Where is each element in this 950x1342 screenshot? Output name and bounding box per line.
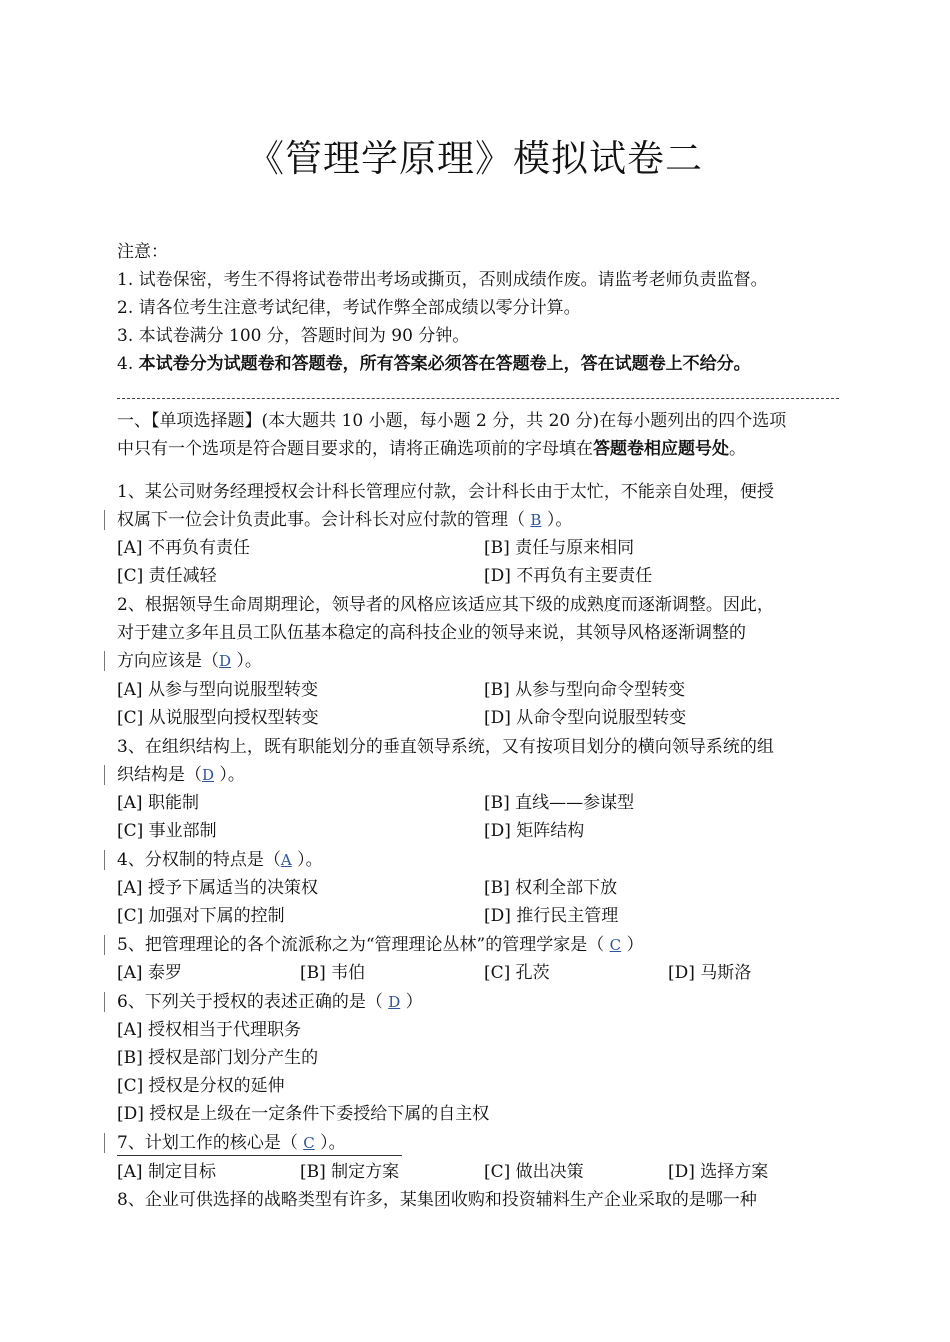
option: [A] 职能制	[117, 793, 199, 813]
option: [B] 权利全部下放	[484, 878, 618, 898]
question-stem	[117, 1129, 346, 1157]
answer-mark: A	[280, 851, 292, 869]
stem-text: 7、计划工作的核心是（	[117, 1133, 304, 1153]
revision-bar	[104, 1133, 105, 1153]
option: [D] 选择方案	[668, 1162, 769, 1182]
section-bold: 答题卷相应题号处	[593, 439, 729, 459]
answer-mark: D	[202, 766, 215, 784]
option: [A] 授予下属适当的决策权	[117, 878, 318, 898]
answer-mark: C	[609, 936, 622, 954]
stem-text: ）。	[231, 651, 262, 671]
notice-item-bold: 本试卷分为试题卷和答题卷，所有答案必须答在答题卷上，答在试题卷上不给分。	[138, 354, 751, 374]
stem-text: ）。	[314, 1133, 346, 1153]
option: [D] 马斯洛	[668, 963, 752, 983]
option: [B] 直线——参谋型	[484, 793, 635, 813]
notice-item-number: 4.	[117, 354, 139, 374]
revision-bar	[104, 850, 105, 870]
option: [C] 事业部制	[117, 821, 217, 841]
option: [A] 制定目标	[117, 1162, 216, 1182]
option: [D] 不再负有主要责任	[484, 566, 653, 586]
revision-bar	[104, 992, 105, 1012]
option: [D] 从命令型向说服型转变	[484, 708, 687, 728]
stem-text: 6、下列关于授权的表述正确的是（	[117, 992, 389, 1012]
section-instructions: 一、【单项选择题】(本大题共 10 小题，每小题 2 分，共 20 分)在每小题列出的四个选项	[117, 411, 787, 431]
notice-item	[117, 350, 751, 378]
section-instructions	[117, 435, 746, 463]
option: [C] 授权是分权的延伸	[117, 1076, 285, 1096]
option: [A] 从参与型向说服型转变	[117, 680, 318, 700]
answer-mark: C	[303, 1134, 315, 1152]
stem-text: ）。	[291, 850, 323, 870]
question-stem	[117, 761, 245, 789]
stem-text: ）	[621, 935, 644, 955]
option: [B] 制定方案	[300, 1162, 400, 1182]
option: [D] 授权是上级在一定条件下委授给下属的自主权	[117, 1104, 490, 1124]
revision-bar	[104, 510, 105, 530]
option: [A] 授权相当于代理职务	[117, 1020, 301, 1040]
question-stem	[117, 506, 572, 534]
question-stem: 2、根据领导生命周期理论，领导者的风格应该适应其下级的成熟度而逐渐调整。因此，	[117, 595, 774, 615]
option: [C] 做出决策	[484, 1162, 584, 1182]
option: [C] 加强对下属的控制	[117, 906, 285, 926]
answer-mark: D	[388, 993, 401, 1011]
question-stem	[117, 846, 323, 874]
exam-title: 《管理学原理》模拟试卷二	[247, 137, 703, 180]
notice-item: 3. 本试卷满分 100 分，答题时间为 90 分钟。	[117, 326, 470, 346]
question-stem: 3、在组织结构上，既有职能划分的垂直领导系统，又有按项目划分的横向领导系统的组	[117, 737, 774, 757]
notice-item: 1. 试卷保密，考生不得将试卷带出考场或撕页，否则成绩作废。请监考老师负责监督。	[117, 270, 768, 290]
stem-text: 织结构是（	[117, 765, 202, 785]
dashed-separator	[117, 398, 839, 399]
option: [A] 泰罗	[117, 963, 182, 983]
option: [B] 责任与原来相同	[484, 538, 635, 558]
question-stem	[117, 647, 262, 675]
section-text: 中只有一个选项是符合题目要求的，请将正确选项前的字母填在	[117, 439, 593, 459]
stem-text: 4、分权制的特点是（	[117, 850, 281, 870]
answer-mark: B	[530, 511, 542, 529]
revision-bar	[104, 935, 105, 955]
tracked-change-underline	[117, 1155, 402, 1156]
stem-text: 5、把管理理论的各个流派称之为“管理理论丛林”的管理学家是（	[117, 935, 610, 955]
option: [D] 矩阵结构	[484, 821, 585, 841]
option: [B] 韦伯	[300, 963, 366, 983]
section-text: 。	[729, 439, 746, 459]
notice-heading: 注意：	[117, 242, 168, 262]
question-stem	[117, 988, 423, 1016]
stem-text: 权属下一位会计负责此事。会计科长对应付款的管理（	[117, 510, 531, 530]
question-stem: 1、某公司财务经理授权会计科长管理应付款，会计科长由于太忙，不能亲自处理，便授	[117, 482, 774, 502]
answer-mark: D	[219, 652, 232, 670]
option: [C] 责任减轻	[117, 566, 217, 586]
option: [D] 推行民主管理	[484, 906, 619, 926]
stem-text: ）。	[541, 510, 573, 530]
option: [A] 不再负有责任	[117, 538, 250, 558]
option: [C] 孔茨	[484, 963, 550, 983]
stem-text: 方向应该是（	[117, 651, 219, 671]
revision-bar	[104, 765, 105, 785]
question-stem: 8、企业可供选择的战略类型有许多，某集团收购和投资辅料生产企业采取的是哪一种	[117, 1190, 757, 1210]
question-stem	[117, 931, 644, 959]
option: [C] 从说服型向授权型转变	[117, 708, 319, 728]
option: [B] 从参与型向命令型转变	[484, 680, 686, 700]
option: [B] 授权是部门划分产生的	[117, 1048, 319, 1068]
stem-text: ）	[400, 992, 423, 1012]
question-stem: 对于建立多年且员工队伍基本稳定的高科技企业的领导来说，其领导风格逐渐调整的	[117, 623, 746, 643]
revision-bar	[104, 651, 105, 671]
stem-text: ）。	[214, 765, 245, 785]
notice-item: 2. 请各位考生注意考试纪律，考试作弊全部成绩以零分计算。	[117, 298, 581, 318]
